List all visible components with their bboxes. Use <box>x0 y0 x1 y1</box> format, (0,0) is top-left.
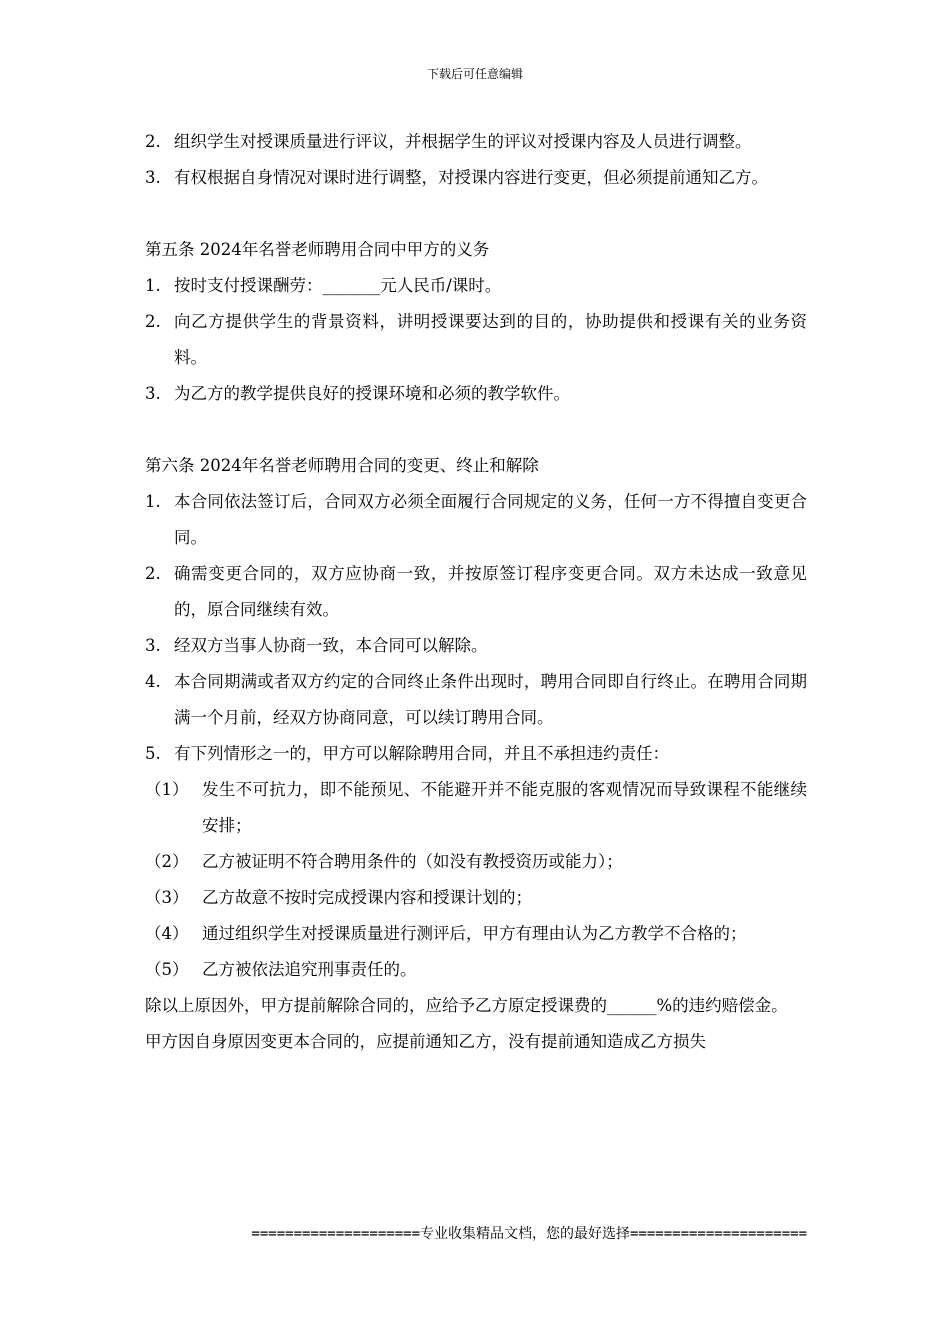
item-number: 2. <box>145 132 161 151</box>
list-item <box>145 124 807 160</box>
list-item <box>145 160 807 196</box>
sub-list-item <box>145 880 807 916</box>
item-number: 3. <box>145 384 161 403</box>
list-item <box>145 736 807 772</box>
item-text: 组织学生对授课质量进行评议，并根据学生的评议对授课内容及人员进行调整。 <box>174 132 752 151</box>
document-body <box>145 124 807 1060</box>
item-text: 本合同依法签订后，合同双方必须全面履行合同规定的义务，任何一方不得擅自变更合同。 <box>174 492 807 547</box>
item-number: 3. <box>145 636 161 655</box>
item-number: 1. <box>145 492 161 511</box>
spacer <box>145 412 807 448</box>
list-item <box>145 484 807 556</box>
section6 <box>145 448 807 1060</box>
item-text: 有权根据自身情况对课时进行调整，对授课内容进行变更，但必须提前通知乙方。 <box>174 168 768 187</box>
paragraph: 除以上原因外，甲方提前解除合同的，应给予乙方原定授课费的______%的违约赔偿金。 <box>145 996 788 1015</box>
page-footer <box>145 1225 807 1244</box>
item-text: 向乙方提供学生的背景资料，讲明授课要达到的目的，协助提供和授课有关的业务资料。 <box>174 312 807 367</box>
item-number: 2. <box>145 564 161 583</box>
sub-item-text: 乙方故意不按时完成授课内容和授课计划的； <box>202 888 532 907</box>
sub-item-number: （2） <box>145 852 189 871</box>
section-title: 第五条 2024年名誉老师聘用合同中甲方的义务 <box>145 240 490 259</box>
sub-list-item <box>145 844 807 880</box>
list-item <box>145 556 807 628</box>
item-text: 经双方当事人协商一致，本合同可以解除。 <box>174 636 488 655</box>
item-text: 按时支付授课酬劳：_______元人民币/课时。 <box>174 276 502 295</box>
item-text: 为乙方的教学提供良好的授课环境和必须的教学软件。 <box>174 384 570 403</box>
item-number: 5. <box>145 744 161 763</box>
sub-list-item <box>145 916 807 952</box>
item-text: 有下列情形之一的，甲方可以解除聘用合同，并且不承担违约责任： <box>174 744 669 763</box>
section-title: 第六条 2024年名誉老师聘用合同的变更、终止和解除 <box>145 456 539 475</box>
section5 <box>145 232 807 412</box>
list-item <box>145 304 807 376</box>
sub-item-text: 通过组织学生对授课质量进行测评后，甲方有理由认为乙方教学不合格的； <box>202 924 747 943</box>
sub-list-item <box>145 952 807 988</box>
list-item <box>145 628 807 664</box>
sub-item-text: 乙方被依法追究刑事责任的。 <box>202 960 417 979</box>
list-item <box>145 664 807 736</box>
sub-list-item <box>145 772 807 844</box>
section4-tail <box>145 124 807 196</box>
paragraph: 甲方因自身原因变更本合同的，应提前通知乙方，没有提前通知造成乙方损失 <box>145 1032 706 1051</box>
spacer <box>145 196 807 232</box>
page-header: 下载后可任意编辑 <box>426 67 523 81</box>
sub-item-text: 乙方被证明不符合聘用条件的（如没有教授资历或能力）； <box>202 852 623 871</box>
list-item <box>145 268 807 304</box>
sub-item-number: （4） <box>145 924 189 943</box>
item-number: 1. <box>145 276 161 295</box>
sub-item-number: （5） <box>145 960 189 979</box>
item-number: 3. <box>145 168 161 187</box>
item-text: 本合同期满或者双方约定的合同终止条件出现时，聘用合同即自行终止。在聘用合同期满一个月前，经双方协商同意，可以续订聘用合同。 <box>174 672 807 727</box>
item-number: 2. <box>145 312 161 331</box>
list-item <box>145 376 807 412</box>
item-text: 确需变更合同的，双方应协商一致，并按原签订程序变更合同。双方未达成一致意见的，原合同继续有效。 <box>174 564 807 619</box>
footer-text: ====================专业收集精品文档，您的最好选择===================== <box>251 1226 807 1242</box>
sub-item-text: 发生不可抗力，即不能预见、不能避开并不能克服的客观情况而导致课程不能继续安排； <box>202 780 807 835</box>
item-number: 4. <box>145 672 161 691</box>
sub-item-number: （3） <box>145 888 189 907</box>
sub-item-number: （1） <box>145 780 189 799</box>
